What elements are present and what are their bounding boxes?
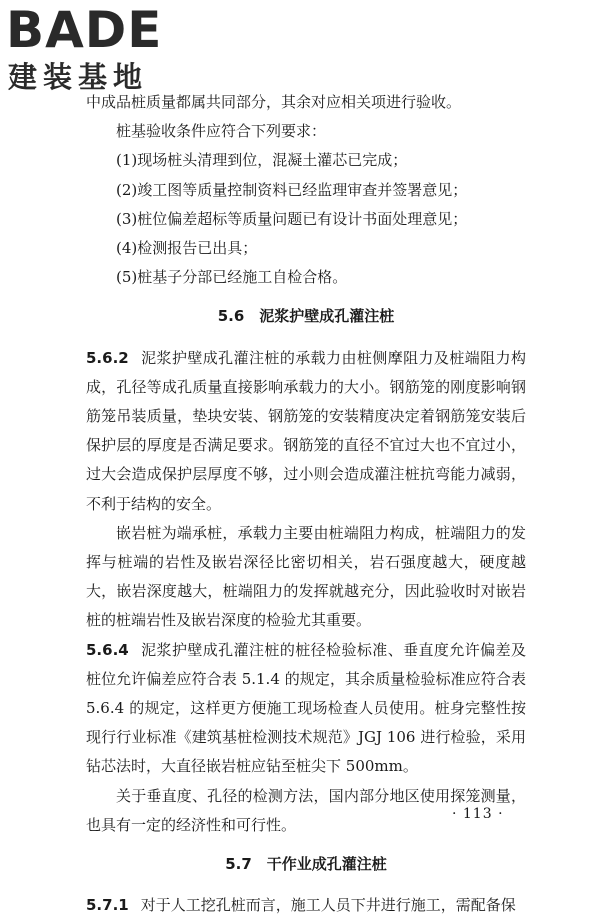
- condition-item-4: (4)检测报告已出具；: [116, 239, 258, 258]
- clause-text: 泥浆护壁成孔灌注桩的桩径检验标准、垂直度允许偏差及桩位允许偏差应符合表 5.1.4 的规定，其余质量检验标准应符合表 5.6.4 的规定，这样更方便施工现场检查人员使用。桩身完整性按现行行业标准《建筑基桩检测技术规范》JGJ 106 进行检验，采用钻芯法时，大直径嵌岩桩应钻至桩尖下 500mm。: [86, 640, 526, 776]
- intro-line: 中成品桩质量都属共同部分，其余对应相关项进行验收。: [86, 93, 462, 111]
- clause-text: 泥浆护壁成孔灌注桩的承载力由桩侧摩阻力及桩端阻力构成，孔径等成孔质量直接影响承载力的大小。钢筋笼的刚度影响钢筋笼吊装质量，垫块安装、钢筋笼的安装精度决定着钢筋笼安装后保护层的厚度是否满足要求。钢筋笼的直径不宜过大也不宜过小，过大会造成保护层厚度不够，过小则会造成灌注桩抗弯能力减弱，不利于结构的安全。: [86, 348, 526, 513]
- rock-socket-paragraph: 嵌岩桩为端承桩，承载力主要由桩端阻力构成，桩端阻力的发挥与桩端的岩性及嵌岩深径比密切相关，岩石强度越大，硬度越大，嵌岩深度越大，桩端阻力的发挥就越充分，因此验收时对嵌岩桩的桩端岩性及嵌岩深度的检验尤其重要。: [86, 523, 526, 630]
- bade-logo: [6, 2, 181, 98]
- clause-number: 5.6.2: [86, 348, 129, 367]
- condition-item-5: (5)桩基子分部已经施工自检合格。: [116, 268, 348, 287]
- page-body: [86, 88, 526, 920]
- clause-5-6-4: [86, 636, 526, 782]
- page-number: · 113 ·: [452, 806, 504, 822]
- condition-item-3: (3)桩位偏差超标等质量问题已有设计书面处理意见；: [116, 209, 468, 228]
- verticality-paragraph: 关于垂直度、孔径的检测方法，国内部分地区使用探笼测量，也具有一定的经济性和可行性。: [86, 786, 526, 834]
- condition-item-2: (2)竣工图等质量控制资料已经监理审查并签署意见；: [116, 180, 468, 199]
- condition-item-1: (1)现场桩头清理到位，混凝土灌芯已完成；: [116, 151, 408, 170]
- clause-5-7-1: [86, 891, 526, 920]
- logo-subtitle: 建装基地: [8, 60, 149, 94]
- section-5-7-heading: 5.7 干作业成孔灌注桩: [225, 855, 387, 874]
- clause-number: 5.6.4: [86, 640, 129, 659]
- logo-wordmark: BADE: [6, 1, 163, 59]
- clause-text: 对于人工挖孔桩而言，施工人员下井进行施工，需配备保: [140, 896, 516, 915]
- clause-5-6-2: [86, 344, 526, 519]
- section-5-6-heading: 5.6 泥浆护壁成孔灌注桩: [217, 307, 395, 326]
- clause-number: 5.7.1: [86, 896, 129, 915]
- acceptance-intro: 桩基验收条件应符合下列要求：: [116, 122, 327, 141]
